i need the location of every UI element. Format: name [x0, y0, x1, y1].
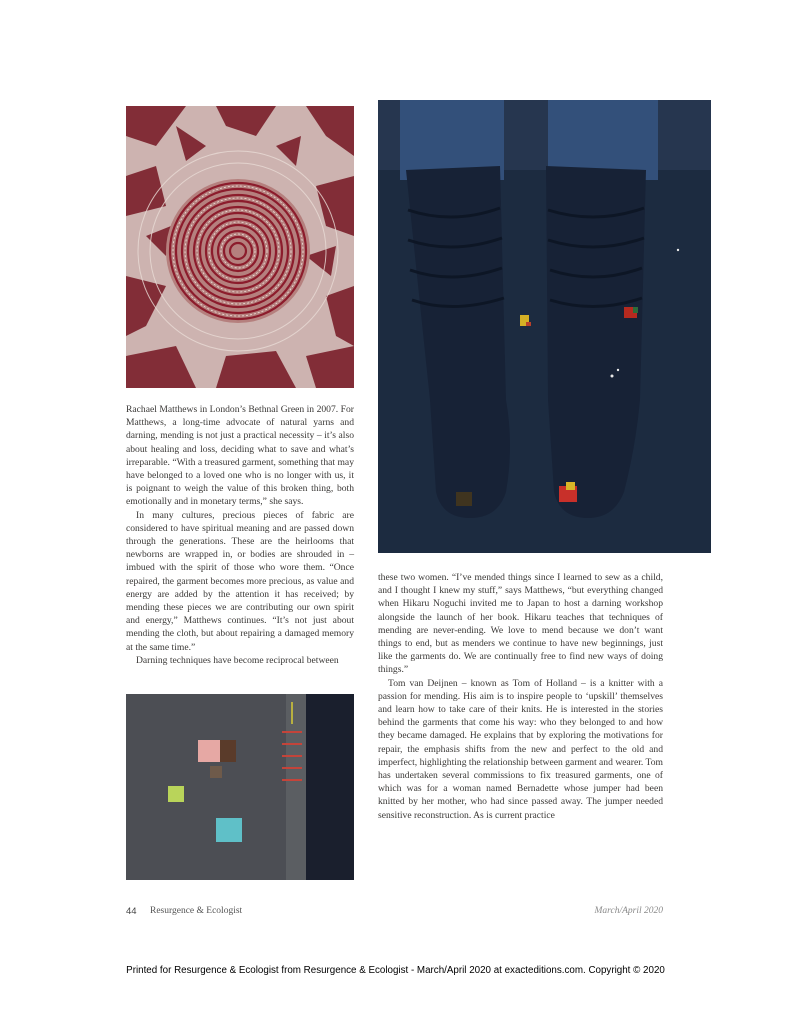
article-column-right: [378, 571, 663, 822]
article-paragraph: Tom van Deijnen – known as Tom of Holland – is a knitter with a passion for mending. His aim is to inspire people to ‘upskill’ themselves and learn how to take care of their knits. He is interested in the stories behind the garments that come his way: who they belonged to and how they became damaged. He explains that by exploring the motivations for repair, the emphasis shifts from the new and perfect to the old and imperfect, highlighting the relationship between garment and wearer. Tom has undertaken several commissions to fix treasured garments, one of which was for a woman named Bernadette whose jumper had been knitted by her mother, who had since passed away. The jumper needed sensitive reconstruction. As is current practice: [378, 677, 663, 821]
print-copyright-notice: Printed for Resurgence & Ecologist from Resurgence & Ecologist - March/April 2020 at exacteditions.com. Copyright © 2020: [126, 965, 665, 976]
socks-illustration: [378, 100, 711, 553]
article-paragraph: In many cultures, precious pieces of fabric are considered to have spiritual meaning and are passed down through the generations. These are the heirlooms that newborns are wrapped in, or bodies are shrouded in – imbued with the spirit of those who wore them. “Once repaired, the garment becomes more precious, as value and energy are added by the attention it has received; by mending these pieces we are contributing our own spirit and energy,” Matthews continues. “It’s not just about mending the cloth, but about repairing a damaged memory at the same time.”: [126, 509, 354, 653]
page-number: 44: [126, 906, 137, 917]
issue-date: March/April 2020: [594, 906, 663, 916]
article-paragraph: these two women. “I’ve mended things since I learned to sew as a child, and I thought I knew my stuff,” says Matthews, “but everything changed when Hikaru Noguchi invited me to Japan to host a darning workshop alongside the launch of her book. Hikaru teaches that techniques of mending are never-ending. We love to mend because we don’t want things to end, but as menders we continue to have new beginnings, just like the garments do. We are continually free to find new ways of doing things.”: [378, 572, 663, 676]
darned-knit-photo: [126, 694, 354, 880]
article-column-left: [126, 403, 354, 667]
textile-illustration: [126, 106, 354, 388]
textile-mending-photo: [126, 106, 354, 388]
magazine-name: Resurgence & Ecologist: [150, 906, 243, 916]
darned-knit-illustration: [126, 694, 354, 880]
article-paragraph: Darning techniques have become reciprocal between: [136, 654, 339, 666]
darned-socks-photo: [378, 100, 711, 553]
article-paragraph: Rachael Matthews in London’s Bethnal Green in 2007. For Matthews, a long-time advocate of natural yarns and darning, mending is not just a practical necessity – it’s also about healing and loss, deciding what to save and what’s irreparable. “With a treasured garment, something that may have belonged to a loved one who is no longer with us, it is poignant to weigh the value of this broken thing, both emotionally and in monetary terms,” she says.: [126, 404, 354, 508]
